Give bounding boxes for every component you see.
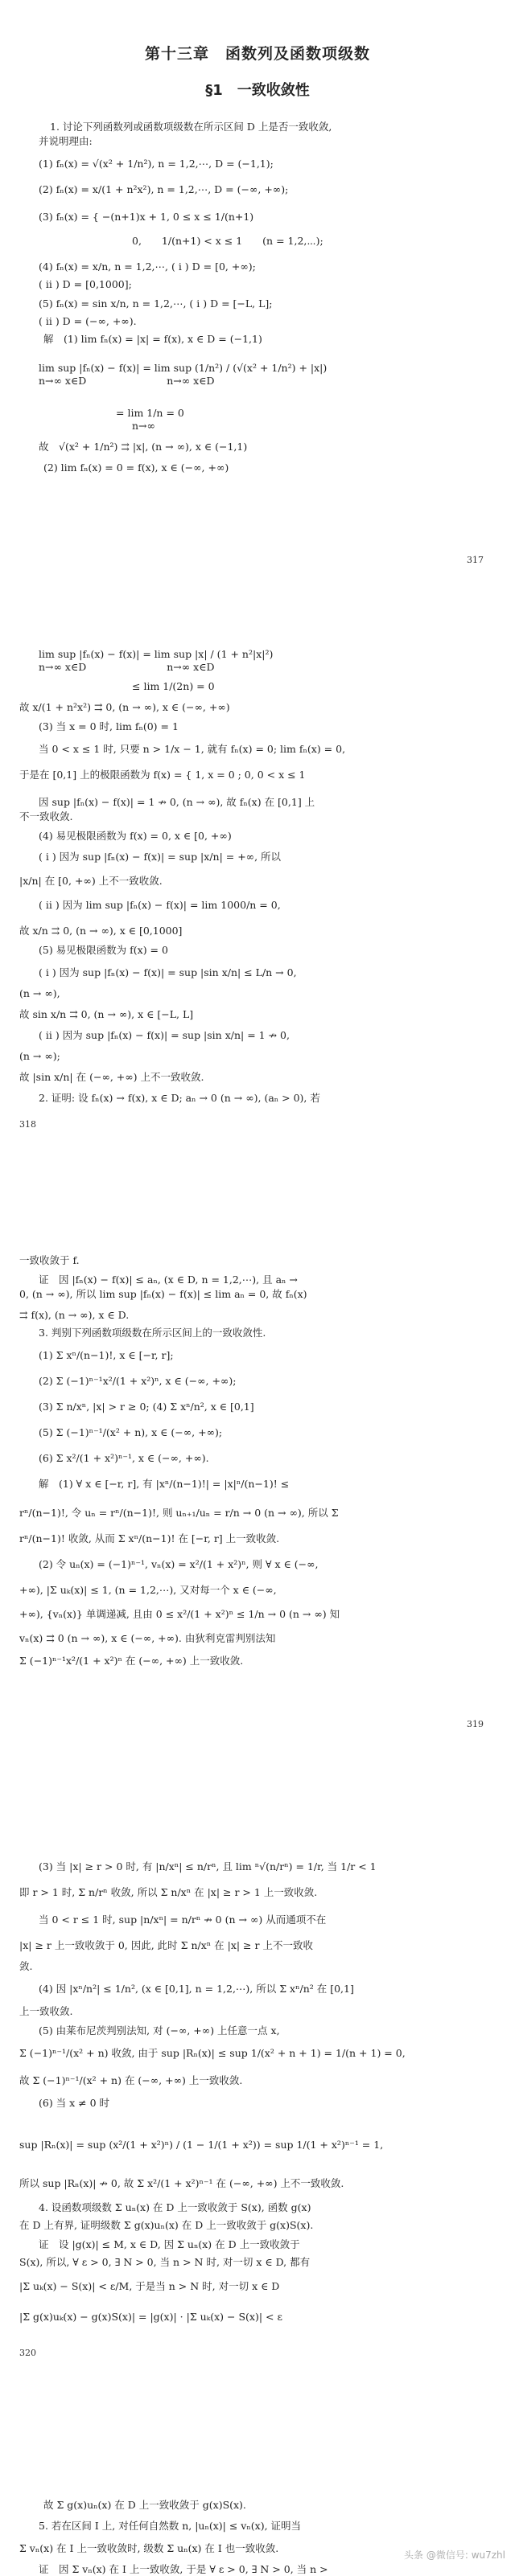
- text-line: 3. 判别下列函数项级数在所示区间上的一致收敛性.: [39, 1327, 266, 1339]
- text-line: 故 Σ g(x)uₙ(x) 在 D 上一致收敛于 g(x)S(x).: [43, 2499, 246, 2511]
- text-line: vₙ(x) ⇉ 0 (n → ∞), x ∈ (−∞, +∞). 由狄利克雷判别法知: [19, 1632, 276, 1644]
- text-line: (6) Σ x²/(1 + x²)ⁿ⁻¹, x ∈ (−∞, +∞).: [39, 1452, 209, 1464]
- text-line: 证 因 Σ vₙ(x) 在 I 上一致收敛, 于是 ∀ ε > 0, ∃ N > 0, 当 n >: [39, 2563, 328, 2575]
- text-line: (4) 易见极限函数为 f(x) = 0, x ∈ [0, +∞): [39, 830, 232, 842]
- text-line: ( ⅱ ) D = [0,1000];: [39, 278, 132, 290]
- text-line: ( ⅱ ) 因为 sup |fₙ(x) − f(x)| = sup |sin x/n| = 1 ↛ 0,: [39, 1029, 290, 1041]
- page-317: [0, 0, 515, 579]
- text-line: 0, (n → ∞), 所以 lim sup |fₙ(x) − f(x)| ≤ lim aₙ = 0, 故 fₙ(x): [19, 1288, 307, 1300]
- text-line: ( ⅰ ) 因为 sup |fₙ(x) − f(x)| = sup |x/n| = +∞, 所以: [39, 851, 282, 863]
- text-line: |x/n| 在 [0, +∞) 上不一致收敛.: [19, 875, 163, 887]
- page-318: [0, 627, 515, 1222]
- text-line: (3) 当 |x| ≥ r > 0 时, 有 |n/xⁿ| ≤ n/rⁿ, 且 lim ⁿ√(n/rⁿ) = 1/r, 当 1/r < 1: [39, 1860, 377, 1873]
- text-line: 故 √(x² + 1/n²) ⇉ |x|, (n → ∞), x ∈ (−1,1): [39, 441, 248, 453]
- text-line: sup |Rₙ(x)| = sup (x²/(1 + x²)ⁿ) / (1 − 1/(1 + x²)) = sup 1/(1 + x²)ⁿ⁻¹ = 1,: [19, 2139, 384, 2151]
- text-line: 2. 证明: 设 fₙ(x) → f(x), x ∈ D; aₙ → 0 (n → ∞), (aₙ > 0), 若: [39, 1092, 320, 1104]
- text-line: 一致收敛于 f.: [19, 1254, 80, 1266]
- page-320: [0, 1841, 515, 2452]
- text-line: Σ (−1)ⁿ⁻¹x²/(1 + x²)ⁿ 在 (−∞, +∞) 上一致收敛.: [19, 1655, 244, 1667]
- text-line: ( ⅱ ) 因为 lim sup |fₙ(x) − f(x)| = lim 1000/n = 0,: [39, 899, 281, 911]
- text-line: |Σ g(x)uₖ(x) − g(x)S(x)| = |g(x)| · |Σ uₖ(x) − S(x)| < ε: [19, 2311, 282, 2323]
- text-line: (n → ∞),: [19, 987, 60, 999]
- text-line: (5) 易见极限函数为 f(x) = 0: [39, 944, 168, 956]
- page-number: 317: [467, 555, 484, 565]
- text-line: 故 Σ (−1)ⁿ⁻¹/(x² + n) 在 (−∞, +∞) 上一致收敛.: [19, 2074, 243, 2086]
- text-line: +∞), {vₙ(x)} 单调递减, 且由 0 ≤ x²/(1 + x²)ⁿ ≤ 1/n → 0 (n → ∞) 知: [19, 1608, 340, 1620]
- text-line: 故 x/n ⇉ 0, (n → ∞), x ∈ [0,1000]: [19, 925, 183, 937]
- text-line: 当 0 < x ≤ 1 时, 只要 n > 1/x − 1, 就有 fₙ(x) = 0; lim fₙ(x) = 0,: [39, 743, 346, 755]
- page-319: [0, 1237, 515, 1815]
- text-line: 在 D 上有界, 证明级数 Σ g(x)uₙ(x) 在 D 上一致收敛于 g(x)S(x).: [19, 2219, 314, 2231]
- text-line: n→∞ x∈D n→∞ x∈D: [39, 375, 215, 387]
- text-line: (6) 当 x ≠ 0 时: [39, 2097, 110, 2109]
- text-line: 0, 1/(n+1) < x ≤ 1 (n = 1,2,⋯);: [132, 235, 323, 247]
- text-line: +∞), |Σ uₖ(x)| ≤ 1, (n = 1,2,⋯), 又对每一个 x ∈ (−∞,: [19, 1584, 277, 1596]
- text-line: (n → ∞);: [19, 1050, 60, 1062]
- text-line: ≤ lim 1/(2n) = 0: [132, 680, 215, 692]
- text-line: (2) 令 uₙ(x) = (−1)ⁿ⁻¹, vₙ(x) = x²/(1 + x²)ⁿ, 则 ∀ x ∈ (−∞,: [39, 1558, 319, 1570]
- text-line: 并说明理由:: [39, 135, 93, 147]
- page-number: 320: [19, 2348, 36, 2358]
- text-line: 故 sin x/n ⇉ 0, (n → ∞), x ∈ [−L, L]: [19, 1008, 194, 1020]
- text-line: 敛.: [19, 1960, 33, 1972]
- text-line: 即 r > 1 时, Σ n/rⁿ 收敛, 所以 Σ n/xⁿ 在 |x| ≥ r > 1 上一致收敛.: [19, 1886, 318, 1898]
- watermark: 头条 @微信号: wu7zhl: [404, 2549, 505, 2561]
- page-321-top: [0, 2484, 515, 2575]
- text-line: (1) fₙ(x) = √(x² + 1/n²), n = 1,2,⋯, D = (−1,1);: [39, 158, 274, 170]
- text-line: 解 (1) lim fₙ(x) = |x| = f(x), x ∈ D = (−1,1): [43, 333, 262, 345]
- chapter-title: 第十三章 函数列及函数项级数: [144, 45, 370, 63]
- text-line: Σ vₙ(x) 在 I 上一致收敛时, 级数 Σ uₙ(x) 在 I 也一致收敛.: [19, 2542, 279, 2554]
- text-line: (4) fₙ(x) = x/n, n = 1,2,⋯, ( ⅰ ) D = [0, +∞);: [39, 260, 256, 273]
- text-line: 证 因 |fₙ(x) − f(x)| ≤ aₙ, (x ∈ D, n = 1,2,⋯), 且 aₙ →: [39, 1274, 298, 1286]
- text-line: Σ (−1)ⁿ⁻¹/(x² + n) 收敛, 由于 sup |Rₙ(x)| ≤ sup 1/(x² + n + 1) = 1/(n + 1) = 0,: [19, 2047, 406, 2059]
- text-line: (4) 因 |xⁿ/n²| ≤ 1/n², (x ∈ [0,1], n = 1,2,⋯), 所以 Σ xⁿ/n² 在 [0,1]: [39, 1983, 354, 1995]
- text-line: 解 (1) ∀ x ∈ [−r, r], 有 |xⁿ/(n−1)!| = |x|ⁿ/(n−1)! ≤: [39, 1478, 290, 1490]
- text-line: 上一致收敛.: [19, 2005, 73, 2017]
- text-line: 5. 若在区间 I 上, 对任何自然数 n, |uₙ(x)| ≤ vₙ(x), 证明当: [39, 2520, 302, 2532]
- text-line: lim sup |fₙ(x) − f(x)| = lim sup (1/n²) / (√(x² + 1/n²) + |x|): [39, 362, 328, 374]
- text-line: (3) Σ n/xⁿ, |x| > r ≥ 0; (4) Σ xⁿ/n², x ∈ [0,1]: [39, 1401, 254, 1413]
- text-line: |Σ uₖ(x) − S(x)| < ε/M, 于是当 n > N 时, 对一切 x ∈ D: [19, 2280, 280, 2292]
- text-line: 于是在 [0,1] 上的极限函数为 f(x) = { 1, x = 0 ; 0, 0 < x ≤ 1: [19, 769, 306, 781]
- text-line: = lim 1/n = 0: [116, 407, 184, 419]
- section-title: §1 一致收敛性: [205, 82, 310, 99]
- page-number: 318: [19, 1119, 36, 1130]
- text-line: ( ⅱ ) D = (−∞, +∞).: [39, 315, 137, 327]
- text-line: |x| ≥ r 上一致收敛于 0, 因此, 此时 Σ n/xⁿ 在 |x| ≥ r 上不一致收: [19, 1939, 313, 1951]
- text-line: 故 |sin x/n| 在 (−∞, +∞) 上不一致收敛.: [19, 1071, 204, 1083]
- text-line: (1) Σ xⁿ/(n−1)!, x ∈ [−r, r];: [39, 1349, 174, 1361]
- text-line: (2) lim fₙ(x) = 0 = f(x), x ∈ (−∞, +∞): [43, 461, 229, 474]
- text-line: 当 0 < r ≤ 1 时, sup |n/xⁿ| = n/rⁿ ↛ 0 (n → ∞) 从而通项不在: [39, 1914, 327, 1926]
- text-line: n→∞ x∈D n→∞ x∈D: [39, 661, 215, 673]
- page-number: 319: [467, 1719, 484, 1729]
- text-line: 所以 sup |Rₙ(x)| ↛ 0, 故 Σ x²/(1 + x²)ⁿ⁻¹ 在 (−∞, +∞) 上不一致收敛.: [19, 2177, 344, 2189]
- text-line: 不一致收敛.: [19, 810, 73, 822]
- text-line: 4. 设函数项级数 Σ uₙ(x) 在 D 上一致收敛于 S(x), 函数 g(x): [39, 2201, 311, 2213]
- text-line: ( ⅰ ) 因为 sup |fₙ(x) − f(x)| = sup |sin x/n| ≤ L/n → 0,: [39, 966, 297, 978]
- text-line: n→∞: [132, 420, 155, 432]
- text-line: (5) fₙ(x) = sin x/n, n = 1,2,⋯, ( ⅰ ) D = [−L, L];: [39, 297, 273, 310]
- text-line: ⇉ f(x), (n → ∞), x ∈ D.: [19, 1309, 130, 1321]
- text-line: (2) Σ (−1)ⁿ⁻¹x²/(1 + x²)ⁿ, x ∈ (−∞, +∞);: [39, 1375, 237, 1387]
- text-line: (5) 由莱布尼茨判别法知, 对 (−∞, +∞) 上任意一点 x,: [39, 2024, 280, 2037]
- text-line: (3) fₙ(x) = { −(n+1)x + 1, 0 ≤ x ≤ 1/(n+1): [39, 211, 254, 223]
- text-line: 证 设 |g(x)| ≤ M, x ∈ D, 因 Σ uₙ(x) 在 D 上一致收敛于: [39, 2238, 300, 2250]
- text-line: rⁿ/(n−1)!, 令 uₙ = rⁿ/(n−1)!, 则 uₙ₊₁/uₙ = r/n → 0 (n → ∞), 所以 Σ: [19, 1507, 339, 1519]
- text-line: 1. 讨论下列函数列或函数项级数在所示区间 D 上是否一致收敛,: [50, 121, 332, 133]
- text-line: (5) Σ (−1)ⁿ⁻¹/(x² + n), x ∈ (−∞, +∞);: [39, 1426, 223, 1438]
- text-line: rⁿ/(n−1)! 收敛, 从而 Σ xⁿ/(n−1)! 在 [−r, r] 上一致收敛.: [19, 1532, 280, 1544]
- text-line: (2) fₙ(x) = x/(1 + n²x²), n = 1,2,⋯, D = (−∞, +∞);: [39, 183, 289, 195]
- text-line: lim sup |fₙ(x) − f(x)| = lim sup |x| / (1 + n²|x|²): [39, 648, 274, 660]
- text-line: S(x), 所以, ∀ ε > 0, ∃ N > 0, 当 n > N 时, 对一切 x ∈ D, 都有: [19, 2256, 311, 2268]
- text-line: 因 sup |fₙ(x) − f(x)| = 1 ↛ 0, (n → ∞), 故 fₙ(x) 在 [0,1] 上: [39, 796, 315, 808]
- text-line: (3) 当 x = 0 时, lim fₙ(0) = 1: [39, 720, 179, 732]
- text-line: 故 x/(1 + n²x²) ⇉ 0, (n → ∞), x ∈ (−∞, +∞): [19, 701, 230, 713]
